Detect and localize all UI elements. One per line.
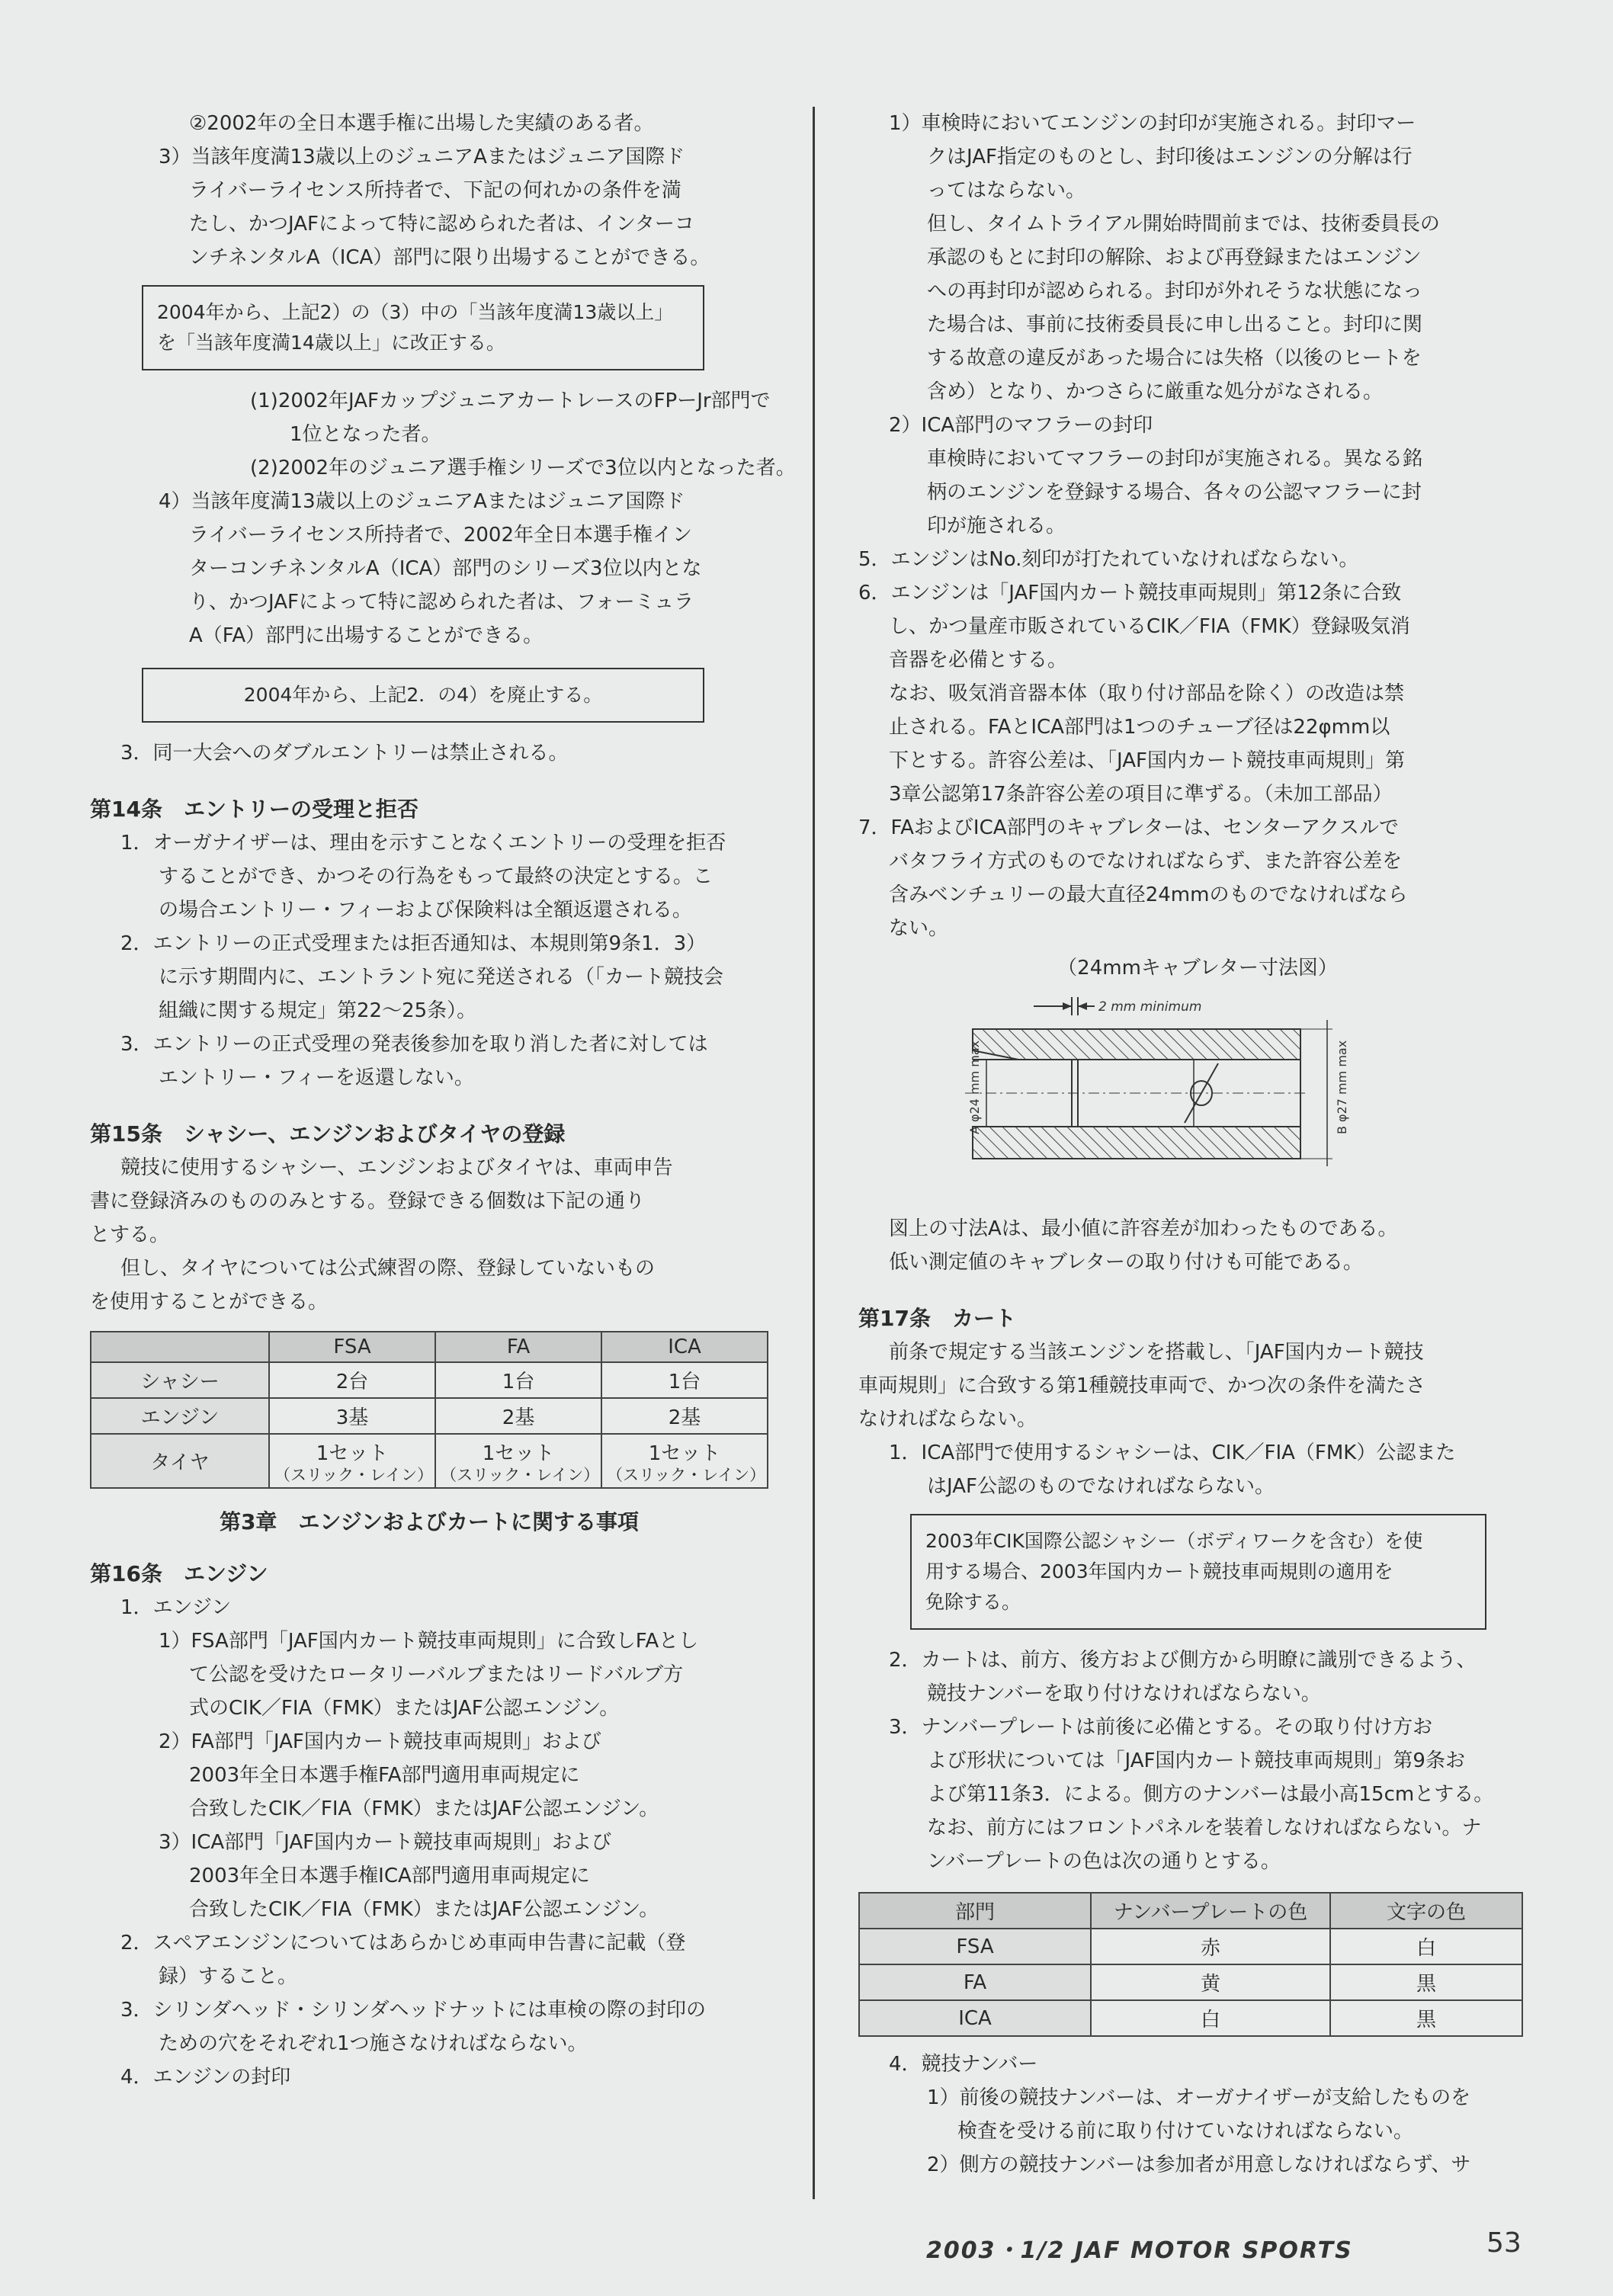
section-heading: 第17条 カート: [858, 1306, 1016, 1331]
amendment-note: 2004年から、上記2．の4）を廃止する。: [142, 668, 704, 723]
table-cell: FA: [859, 1964, 1091, 2000]
text-line: 1．ICA部門で使用するシャシーは、CIK／FIA（FMK）公認また: [889, 1441, 1456, 1464]
text-line: 止される。FAとICA部門は1つのチューブ径は22φmm以: [889, 716, 1390, 739]
figure-title: （24mmキャブレター寸法図）: [1057, 957, 1338, 980]
text-line: 合致したCIK／FIA（FMK）またはJAF公認エンジン。: [189, 1797, 659, 1820]
tire-value: 1セット: [316, 1442, 389, 1465]
note-line: 2003年CIK国際公認シャシー（ボディワークを含む）を使: [925, 1530, 1423, 1552]
text-line: し、かつ量産市販されているCIK／FIA（FMK）登録吸気消: [889, 615, 1410, 638]
page-number: 53: [1486, 2227, 1522, 2259]
text-line: 前条で規定する当該エンジンを搭載し、「JAF国内カート競技: [889, 1341, 1424, 1364]
text-line: 承認のもとに封印の解除、および再登録またはエンジン: [927, 246, 1422, 269]
hatched-wall: [973, 1029, 1300, 1060]
text-line: 含め）となり、かつさらに厳重な処分がなされる。: [927, 380, 1384, 403]
table-header: ナンバープレートの色: [1091, 1893, 1330, 1929]
text-line: 柄のエンジンを登録する場合、各々の公認マフラーに封: [927, 481, 1422, 504]
table-row: [91, 1398, 768, 1434]
text-line: 2．エントリーの正式受理または拒否通知は、本規則第9条1．3）: [120, 932, 707, 955]
section-heading: 第14条 エントリーの受理と拒否: [90, 797, 418, 822]
table-cell: 2基: [601, 1398, 768, 1434]
text-line: 3．エントリーの正式受理の発表後参加を取り消した者に対しては: [120, 1033, 708, 1056]
text-line: 図上の寸法Aは、最小値に許容差が加わったものである。: [889, 1217, 1398, 1240]
text-line: 式のCIK／FIA（FMK）またはJAF公認エンジン。: [189, 1697, 620, 1720]
text-line: ライバーライセンス所持者で、下記の何れかの条件を満: [189, 179, 681, 202]
dimension-label: A φ24 mm max: [967, 1040, 982, 1134]
table-cell: 2基: [435, 1398, 601, 1434]
text-line: 下とする。許容公差は、「JAF国内カート競技車両規則」第: [889, 749, 1405, 772]
table-cell: 赤: [1091, 1929, 1330, 1964]
text-line: を使用することができる。: [90, 1291, 329, 1313]
column-divider: [813, 107, 815, 2199]
table-row: [859, 1964, 1522, 2000]
dimension-arrow: [1034, 997, 1095, 1015]
table-header-row: [859, 1893, 1522, 1929]
table-cell: シャシー: [91, 1362, 269, 1398]
text-line: 2．カートは、前方、後方および側方から明瞭に識別できるよう、: [889, 1649, 1477, 1672]
table-row: [859, 1929, 1522, 1964]
note-line: 免除する。: [925, 1591, 1021, 1613]
text-line: ②2002年の全日本選手権に出場した実績のある者。: [189, 112, 654, 135]
text-line: 車検時においてマフラーの封印が実施される。異なる銘: [927, 447, 1423, 470]
text-line: する故意の違反があった場合には失格（以後のヒートを: [927, 347, 1422, 370]
table-cell: 白: [1091, 2000, 1330, 2036]
text-line: (1)2002年JAFカップジュニアカートレースのFPーJr部門で: [250, 390, 771, 412]
table-header: [91, 1332, 269, 1362]
table-cell: 黒: [1330, 1964, 1522, 2000]
section-heading: 第15条 シャシー、エンジンおよびタイヤの登録: [90, 1121, 566, 1146]
table-row: [91, 1362, 768, 1398]
text-line: することができ、かつその行為をもって最終の決定とする。こ: [159, 865, 713, 888]
carburetor-drawing: [942, 989, 1369, 1203]
text-line: 2）側方の競技ナンバーは参加者が用意しなければならず、サ: [927, 2153, 1471, 2176]
text-line: 3）当該年度満13歳以上のジュニアAまたはジュニア国際ド: [159, 146, 685, 168]
text-line: の場合エントリー・フィーおよび保険料は全額返還される。: [159, 899, 692, 922]
text-line: よび形状については「JAF国内カート競技車両規則」第9条お: [927, 1749, 1465, 1772]
dimension-label: B φ27 mm max: [1335, 1040, 1349, 1134]
table-cell: ICA: [859, 2000, 1091, 2036]
text-line: 組織に関する規定」第22〜25条）。: [159, 999, 477, 1022]
tire-sub: （スリック・レイン）: [607, 1466, 766, 1484]
text-line: 3．シリンダヘッド・シリンダヘッドナットには車検の際の封印の: [120, 1999, 706, 2022]
text-line: 5．エンジンはNo.刻印が打たれていなければならない。: [858, 548, 1359, 571]
text-line: (2)2002年のジュニア選手権シリーズで3位以内となった者。: [250, 457, 796, 479]
text-line: 2003年全日本選手権ICA部門適用車両規定に: [189, 1865, 590, 1887]
text-line: 1．エンジン: [120, 1596, 232, 1619]
text-line: ンバープレートの色は次の通りとする。: [927, 1850, 1281, 1873]
text-line: 書に登録済みのもののみとする。登録できる個数は下記の通り: [90, 1190, 646, 1213]
tire-value: 1セット: [648, 1442, 721, 1465]
text-line: 4．エンジンの封印: [120, 2066, 291, 2089]
text-line: て公認を受けたロータリーバルブまたはリードバルブ方: [189, 1663, 684, 1686]
number-plate-table: [858, 1892, 1523, 2037]
right-column: [858, 107, 1537, 2182]
text-line: 4）当該年度満13歳以上のジュニアAまたはジュニア国際ド: [159, 490, 685, 513]
table-row: [91, 1434, 768, 1488]
tire-sub: （スリック・レイン）: [274, 1466, 434, 1484]
text-line: はJAF公認のものでなければならない。: [927, 1475, 1275, 1498]
text-line: たし、かつJAFによって特に認められた者は、インターコ: [189, 213, 694, 236]
tire-sub: （スリック・レイン）: [441, 1466, 600, 1484]
publication-footer: 2003・1/2 JAF MOTOR SPORTS: [926, 2237, 1353, 2264]
text-line: 1）前後の競技ナンバーは、オーガナイザーが支給したものを: [927, 2086, 1471, 2109]
text-line: 印が施される。: [927, 515, 1066, 537]
table-cell: [269, 1434, 435, 1488]
text-line: なお、前方にはフロントパネルを装着しなければならない。ナ: [927, 1817, 1482, 1839]
table-cell: エンジン: [91, 1398, 269, 1434]
text-line: エントリー・フィーを返還しない。: [159, 1066, 474, 1089]
text-line: クはJAF指定のものとし、封印後はエンジンの分解は行: [927, 146, 1413, 168]
table-cell: [601, 1434, 768, 1488]
text-line: 7．FAおよびICA部門のキャブレターは、センターアクスルで: [858, 816, 1400, 839]
table-cell: 1台: [601, 1362, 768, 1398]
text-line: 2003年全日本選手権FA部門適用車両規定に: [189, 1764, 580, 1787]
text-line: ンチネンタルA（ICA）部門に限り出場することができる。: [189, 246, 710, 269]
text-line: とする。: [90, 1223, 170, 1246]
carburetor-diagram: [942, 989, 1537, 1206]
note-line: を「当該年度満14歳以上」に改正する。: [157, 332, 505, 354]
text-line: ための穴をそれぞれ1つ施さなければならない。: [159, 2032, 588, 2055]
text-line: 2）ICA部門のマフラーの封印: [889, 414, 1153, 437]
section-heading: 第16条 エンジン: [90, 1561, 268, 1586]
text-line: バタフライ方式のものでなければならず、また許容公差を: [889, 850, 1403, 873]
text-line: 競技に使用するシャシー、エンジンおよびタイヤは、車両申告: [120, 1156, 673, 1179]
text-line: 1．オーガナイザーは、理由を示すことなくエントリーの受理を拒否: [120, 832, 726, 855]
text-line: 検査を受ける前に取り付けていなければならない。: [957, 2120, 1414, 2143]
text-line: 低い測定値のキャブレターの取り付けも可能である。: [889, 1251, 1363, 1274]
text-line: 2）FA部門「JAF国内カート競技車両規則」および: [159, 1730, 601, 1753]
amendment-note: [142, 285, 704, 370]
table-header: FSA: [269, 1332, 435, 1362]
table-cell: [435, 1434, 601, 1488]
dimension-label: 2 mm minimum: [1098, 999, 1202, 1015]
hatched-wall: [973, 1127, 1300, 1159]
text-line: 車両規則」に合致する第1種競技車両で、かつ次の条件を満たさ: [858, 1374, 1426, 1397]
text-line: ライバーライセンス所持者で、2002年全日本選手権イン: [189, 524, 693, 547]
text-line: 含みベンチュリーの最大直径24mmのものでなければなら: [889, 883, 1408, 906]
text-line: 3．ナンバープレートは前後に必備とする。その取り付け方お: [889, 1716, 1433, 1739]
registration-table: [90, 1331, 768, 1489]
text-line: ってはならない。: [927, 179, 1086, 202]
text-line: 4．競技ナンバー: [889, 2053, 1038, 2076]
table-header: ICA: [601, 1332, 768, 1362]
text-line: り、かつJAFによって特に認められた者は、フォーミュラ: [189, 591, 694, 614]
text-line: への再封印が認められる。封印が外れそうな状態になっ: [927, 280, 1423, 303]
table-cell: 白: [1330, 1929, 1522, 1964]
amendment-note: [910, 1514, 1486, 1630]
table-row: [859, 2000, 1522, 2036]
table-header: 部門: [859, 1893, 1091, 1929]
text-line: 1）車検時においてエンジンの封印が実施される。封印マー: [889, 112, 1416, 135]
text-line: 録）すること。: [159, 1965, 298, 1988]
text-line: 1位となった者。: [290, 423, 441, 446]
note-line: 2004年から、上記2）の（3）中の「当該年度満13歳以上」: [157, 301, 674, 323]
text-line: 2．スペアエンジンについてはあらかじめ車両申告書に記載（登: [120, 1932, 686, 1954]
note-line: 用する場合、2003年国内カート競技車両規則の適用を: [925, 1560, 1393, 1583]
text-line: なければならない。: [858, 1408, 1037, 1431]
table-header-row: [91, 1332, 768, 1362]
text-line: ない。: [889, 917, 949, 940]
text-line: A（FA）部門に出場することができる。: [189, 624, 544, 647]
text-line: 6．エンジンは「JAF国内カート競技車両規則」第12条に合致: [858, 582, 1402, 604]
text-line: ターコンチネンタルA（ICA）部門のシリーズ3位以内とな: [189, 557, 702, 580]
text-line: に示す期間内に、エントラント宛に発送される（「カート競技会: [159, 966, 724, 989]
table-cell: タイヤ: [91, 1434, 269, 1488]
text-line: 競技ナンバーを取り付けなければならない。: [927, 1682, 1321, 1705]
text-line: 3章公認第17条許容公差の項目に準ずる。（未加工部品）: [889, 783, 1393, 806]
text-line: 1）FSA部門「JAF国内カート競技車両規則」に合致しFAとし: [159, 1630, 699, 1653]
text-line: 但し、タイムトライアル開始時間前までは、技術委員長の: [927, 213, 1440, 236]
text-line: なお、吸気消音器本体（取り付け部品を除く）の改造は禁: [889, 682, 1405, 705]
text-line: よび第11条3．による。側方のナンバーは最小高15cmとする。: [927, 1783, 1494, 1806]
text-line: 但し、タイヤについては公式練習の際、登録していないもの: [120, 1257, 655, 1280]
text-line: 3）ICA部門「JAF国内カート競技車両規則」および: [159, 1831, 612, 1854]
table-cell: 黒: [1330, 2000, 1522, 2036]
text-line: た場合は、事前に技術委員長に申し出ること。封印に関: [927, 313, 1423, 336]
table-cell: 黄: [1091, 1964, 1330, 2000]
text-line: 3．同一大会へのダブルエントリーは禁止される。: [120, 742, 569, 765]
table-cell: FSA: [859, 1929, 1091, 1964]
table-cell: 3基: [269, 1398, 435, 1434]
table-cell: 2台: [269, 1362, 435, 1398]
text-line: 音器を必備とする。: [889, 649, 1068, 672]
chapter-heading: 第3章 エンジンおよびカートに関する事項: [219, 1509, 640, 1534]
text-line: 合致したCIK／FIA（FMK）またはJAF公認エンジン。: [189, 1898, 659, 1921]
table-cell: 1台: [435, 1362, 601, 1398]
table-header: FA: [435, 1332, 601, 1362]
table-header: 文字の色: [1330, 1893, 1522, 1929]
tire-value: 1セット: [482, 1442, 555, 1465]
left-column: [90, 107, 796, 2094]
